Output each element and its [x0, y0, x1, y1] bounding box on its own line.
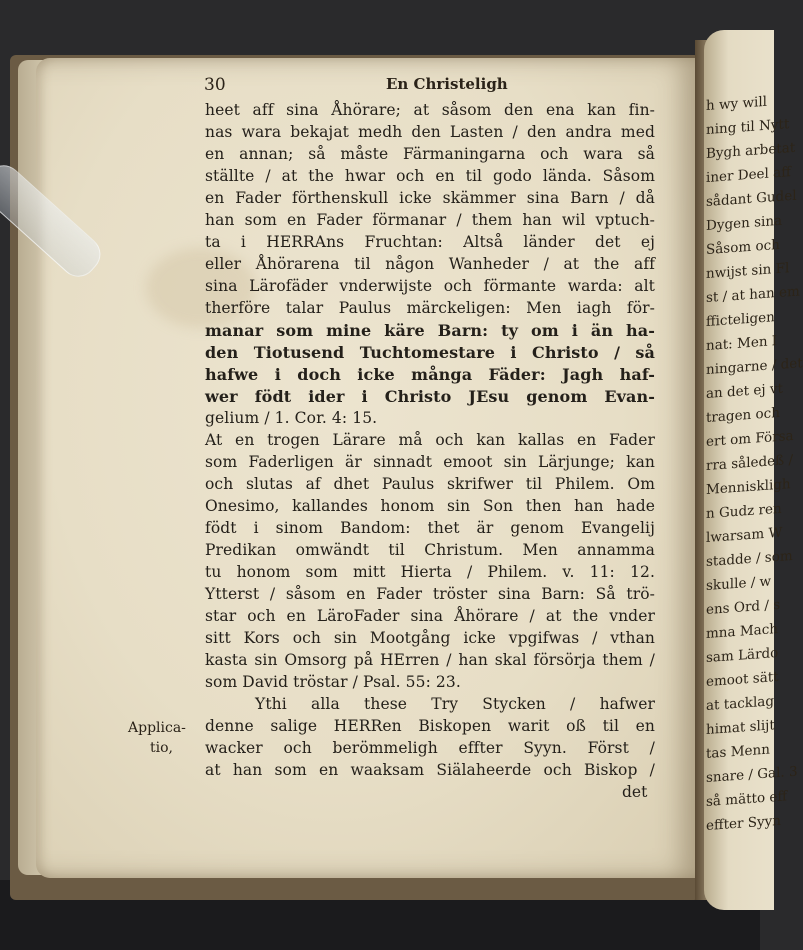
facing-line: at tacklag — [706, 693, 774, 714]
facing-line: nwijst sin Fl — [706, 260, 790, 282]
facing-line: sam Lärdo — [706, 644, 779, 666]
text-line: at han som en waaksam Siälaheerde och Biskop / — [205, 761, 655, 779]
text-line: den Tiotusend Tuchtomestare i Christo / så — [205, 343, 655, 362]
text-line: eller Åhörarena til någon Wanheder / at the aff — [205, 255, 655, 273]
facing-line: n Gudz ren — [706, 500, 782, 522]
text-line: ställte / at the hwar och en til godo lända. Såsom — [205, 167, 655, 185]
text-line: At en trogen Lärare må och kan kallas en Fader — [205, 431, 655, 449]
text-line: Ythi alla these Try Stycken / hafwer — [255, 695, 655, 713]
facing-line: tas Menn — [706, 741, 770, 762]
text-line: födt i sinom Bandom: thet är genom Evangelij — [205, 519, 655, 537]
facing-line: så mätto eff — [706, 788, 787, 810]
facing-line: emoot sätt — [706, 668, 779, 690]
facing-page — [704, 30, 803, 910]
facing-line: stadde / som — [706, 547, 793, 570]
facing-line: Såsom och — [706, 236, 780, 258]
facing-line: sådant Gudel — [706, 187, 797, 210]
facing-line: ert om Försa — [706, 427, 794, 450]
text-line: Ytterst / såsom en Fader tröster sina Barn: Så trö- — [205, 585, 655, 603]
text-line: sitt Kors och sin Mootgång icke vpgifwas / vthan — [205, 629, 655, 647]
text-line: nas wara bekajat medh den Lasten / den andra med — [205, 123, 655, 141]
facing-line: ningarne / det — [706, 355, 803, 378]
text-line: han som en Fader förmanar / them han wil vptuch- — [205, 211, 655, 229]
text-line: som Faderligen är sinnadt emoot sin Lärjunge; kan — [205, 453, 655, 471]
text-line: ta i HERRAns Fruchtan: Altså länder det ej — [205, 233, 655, 251]
text-line: en annan; så måste Färmaningarna och wara så — [205, 145, 655, 163]
facing-line: rra såledeß / — [706, 451, 794, 474]
facing-line: an det ej vt — [706, 380, 783, 402]
text-line: star och en LäroFader sina Åhörare / at the vnder — [205, 607, 655, 625]
catchword: det — [622, 783, 648, 801]
page-number: 30 — [204, 75, 226, 95]
text-line: gelium / 1. Cor. 4: 15. — [205, 409, 378, 427]
text-line: sina Lärofäder vnderwijste och förmante warda: alt — [205, 277, 655, 295]
running-head: En Christeligh — [386, 75, 508, 93]
text-line: en Fader förthenskull icke skämmer sina Barn / då — [205, 189, 655, 207]
facing-line: effter Syyn — [706, 812, 781, 834]
facing-line: ning til Nytt — [706, 116, 790, 138]
facing-line: snare / Gal. 3 — [706, 763, 798, 786]
text-line: denne salige HERRen Biskopen warit oß til en — [205, 717, 655, 735]
text-line: heet aff sina Åhörare; at såsom den ena kan fin- — [205, 101, 655, 119]
facing-line: Bygh arbetat — [706, 139, 796, 162]
text-line: wer födt ider i Christo JEsu genom Evan- — [205, 387, 655, 406]
facing-line: himat slijt — [706, 717, 775, 738]
facing-line: nat: Men I — [706, 333, 778, 354]
facing-line: skulle / w — [706, 573, 772, 594]
text-line: kasta sin Omsorg på HErren / han skal försörja them / — [205, 651, 655, 669]
text-line: tu honom som mitt Hierta / Philem. v. 11: 12. — [205, 563, 655, 581]
facing-line: lwarsam W — [706, 524, 783, 546]
facing-line: iner Deel aff — [706, 164, 791, 186]
facing-line: mna Mach — [706, 620, 778, 642]
text-line: och slutas af dhet Paulus skrifwer til Philem. Om — [205, 475, 655, 493]
facing-line: tragen och — [706, 404, 780, 426]
facing-line: fficteligen — [706, 309, 775, 330]
text-line: manar som mine käre Barn: ty om i än ha- — [205, 321, 655, 340]
text-line: Predikan omwändt til Christum. Men annamma — [205, 541, 655, 559]
text-line: Onesimo, kallandes honom sin Son then han hade — [205, 497, 655, 515]
facing-line: st / at han em — [706, 283, 800, 306]
facing-line: Dygen sina — [706, 212, 783, 234]
text-line: hafwe i doch icke många Fäder: Jagh haf- — [205, 365, 655, 384]
facing-line: Menniskligh — [706, 476, 791, 498]
margin-note: Applica- — [128, 720, 186, 736]
text-line: therföre talar Paulus märckeligen: Men iagh för- — [205, 299, 655, 317]
facing-line: h wy will — [706, 93, 767, 114]
facing-line: ens Ord / s — [706, 596, 781, 618]
text-line: wacker och berömmeligh effter Syyn. Först / — [205, 739, 655, 757]
margin-note: tio, — [150, 740, 173, 756]
text-line: som David tröstar / Psal. 55: 23. — [205, 673, 461, 691]
